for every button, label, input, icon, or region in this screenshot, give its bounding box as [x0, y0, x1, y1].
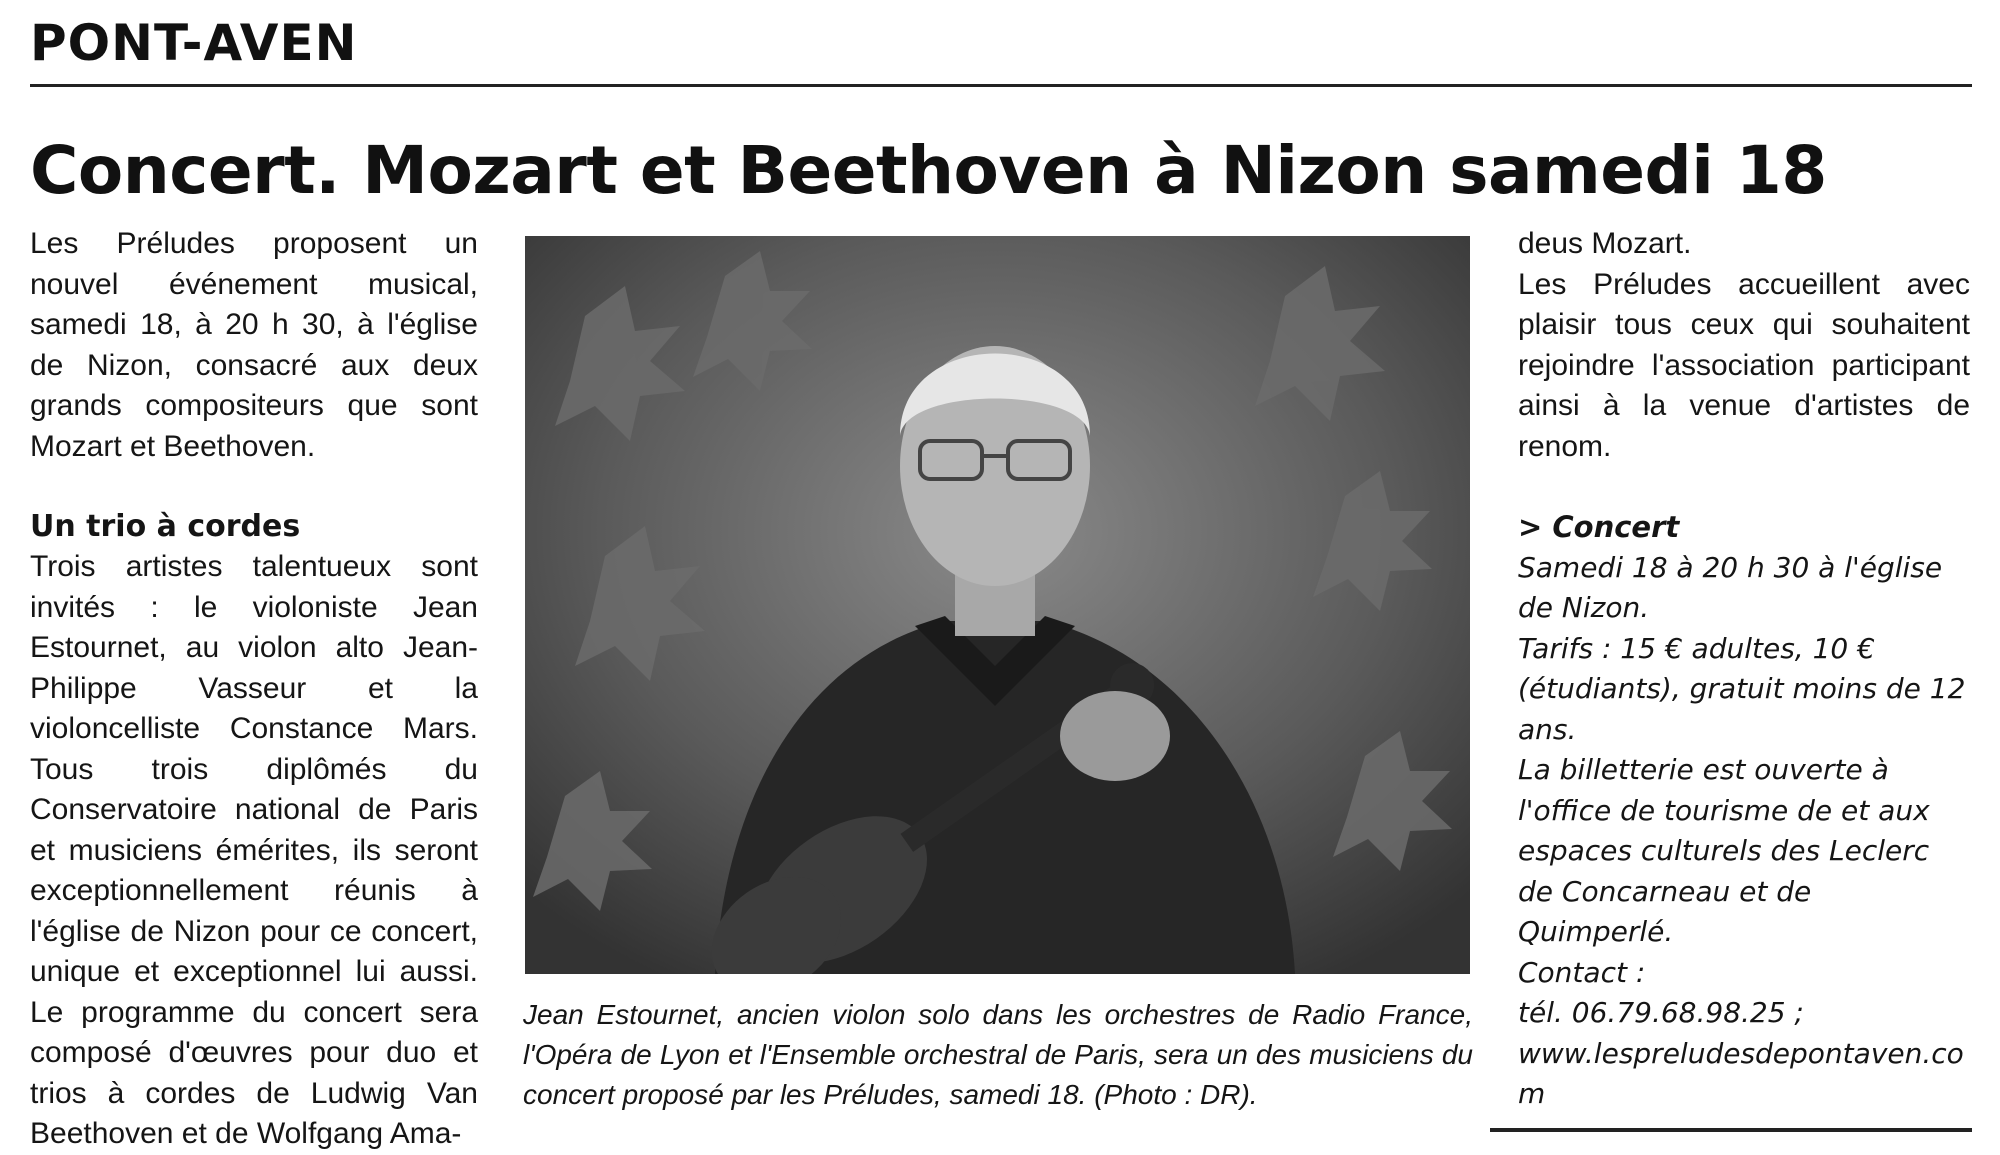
headline: Concert. Mozart et Beethoven à Nizon samedi 18: [30, 132, 1827, 209]
info-heading: > Concert: [1518, 510, 1680, 544]
continuation-text: deus Mozart.: [1518, 227, 1692, 260]
association-paragraph: Les Préludes accueillent avec plaisir tous ceux qui souhaitent rejoindre l'association participant ainsi à la venue d'artistes de renom.: [1518, 267, 1970, 463]
intro-paragraph: Les Préludes proposent un nouvel événement musical, samedi 18, à 20 h 30, à l'église de Nizon, consacré aux deux grands compositeurs que sont Mozart et Beethoven.: [30, 227, 478, 463]
info-contact-label: Contact :: [1518, 955, 1646, 989]
photo-caption: Jean Estournet, ancien violon solo dans les orchestres de Radio France, l'Opéra de Lyon et l'Ensemble orchestral de Paris, sera un des musiciens du concert proposé par les Préludes, samedi 18. (Photo : DR).: [523, 999, 1473, 1110]
info-website-link[interactable]: www.lespreludesdepontaven.com: [1518, 1036, 1964, 1110]
right-column: [1518, 224, 1970, 1115]
body-paragraph: Trois artistes talentueux sont invités : le violoniste Jean Estournet, au violon alto Jean-Philippe Vasseur et la violoncelliste Constance Mars. Tous trois diplômés du Conservatoire national de Paris et musiciens émérites, ils seront exceptionnellement réunis à l'église de Nizon pour ce concert, unique et exceptionnel lui aussi. Le programme du concert sera composé d'œuvres pour duo et trios à cordes de Ludwig Van Beethoven et de Wolfgang Ama-: [30, 550, 478, 1150]
section-rule: [30, 84, 1972, 87]
section-title: PONT-AVEN: [30, 14, 358, 72]
info-schedule: Samedi 18 à 20 h 30 à l'église de Nizon.: [1518, 550, 1943, 624]
info-tickets: La billetterie est ouverte à l'office de tourisme de et aux espaces culturels des Leclerc de Concarneau et de Quimperlé.: [1518, 753, 1930, 948]
violinist-photo-illustration: [525, 236, 1470, 974]
left-column: [30, 224, 478, 1155]
info-prices: Tarifs : 15 € adultes, 10 € (étudiants), gratuit moins de 12 ans.: [1518, 631, 1966, 746]
info-phone: tél. 06.79.68.98.25 ;: [1518, 996, 1804, 1029]
photo-violinist: [525, 236, 1470, 974]
subhead: Un trio à cordes: [30, 509, 301, 544]
footer-rule: [1490, 1128, 1972, 1132]
